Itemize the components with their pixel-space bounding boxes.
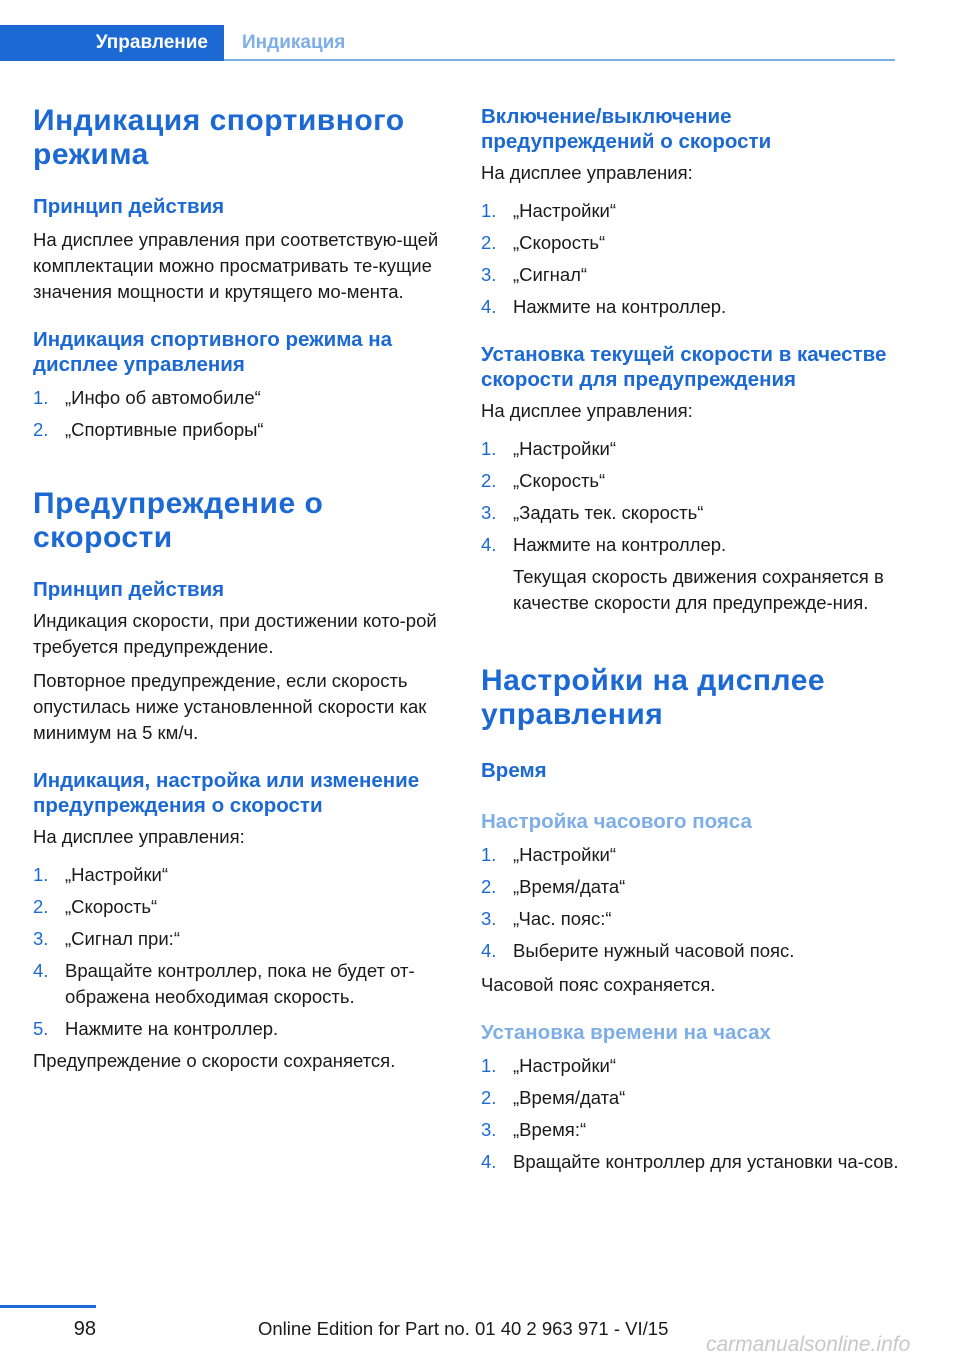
heading-time: Время xyxy=(481,759,547,782)
paragraph-principle-b: Повторное предупреждение, если скорость опустилась ниже установленной скорости как минимум на 5 км/ч. xyxy=(33,670,427,743)
paragraph-principle: На дисплее управления при соответствую‐щей комплектации можно просматривать те‐кущие значения мощности и крутящего мо‐мента. xyxy=(33,229,439,302)
list-item: 1. „Настройки“ xyxy=(481,1055,617,1076)
list-item: 1. „Инфо об автомобиле“ xyxy=(33,387,261,408)
heading-speed-warning: Предупреждение о скорости xyxy=(33,487,324,554)
heading-principle: Принцип действия xyxy=(33,195,225,218)
list-item: 3. „Время:“ xyxy=(481,1119,587,1140)
list-item: 2. „Время/дата“ xyxy=(481,1087,626,1108)
list-item: 2. „Скорость“ xyxy=(33,896,158,917)
heading-warning-onoff: Включение/выключение предупреждений о скорости xyxy=(481,105,772,153)
header-tabs xyxy=(0,25,895,61)
watermark[interactable]: carmanualsonline.info xyxy=(706,1333,911,1356)
heading-timezone: Настройка часового пояса xyxy=(481,810,752,833)
paragraph-current-note: Текущая скорость движения сохраняется в качестве скорости для предупрежде‐ния. xyxy=(513,566,884,613)
heading-sport-mode: Индикация спортивного режима xyxy=(33,104,405,171)
header-rule xyxy=(224,59,895,61)
list-item: 2. „Спортивные приборы“ xyxy=(33,419,264,440)
list-item: 3. „Сигнал при:“ xyxy=(33,928,180,949)
list-item: 3. „Час. пояс:“ xyxy=(481,908,612,929)
list-timezone xyxy=(481,842,901,964)
list-clock xyxy=(481,1053,901,1175)
list-item: 1. „Настройки“ xyxy=(481,844,617,865)
paragraph-on-display: На дисплее управления: xyxy=(481,400,693,421)
page-number: 98 xyxy=(73,1318,96,1340)
list-item: 2. „Скорость“ xyxy=(481,232,606,253)
heading-speed-setting: Индикация, настройка или изменение предупреждения о скорости xyxy=(33,769,420,817)
heading-principle: Принцип действия xyxy=(33,578,225,601)
heading-sport-display: Индикация спортивного режима на дисплее управления xyxy=(33,328,393,376)
list-item: 2. „Скорость“ xyxy=(481,470,606,491)
list-sport-display xyxy=(33,385,448,443)
edition-text: Online Edition for Part no. 01 40 2 963 971 - VI/15 xyxy=(258,1318,669,1339)
list-warning-onoff xyxy=(481,198,901,320)
paragraph-timezone-saved: Часовой пояс сохраняется. xyxy=(481,974,716,995)
list-item: 4. Выберите нужный часовой пояс. xyxy=(481,940,795,961)
tab-indikaciya[interactable]: Индикация xyxy=(242,32,346,53)
heading-current-speed: Установка текущей скорости в качестве скорости для предупреждения xyxy=(481,343,887,391)
paragraph-on-display: На дисплее управления: xyxy=(481,162,693,183)
list-current-speed xyxy=(481,436,901,558)
list-item: 4. Вращайте контроллер для установки ча‐сов. xyxy=(481,1151,899,1172)
footer-rule xyxy=(0,1305,96,1308)
list-item: 3. „Задать тек. скорость“ xyxy=(481,502,704,523)
list-item: 4. Вращайте контроллер, пока не будет от‐ображена необходимая скорость. xyxy=(33,960,415,1007)
list-item: 1. „Настройки“ xyxy=(481,438,617,459)
paragraph-principle-a: Индикация скорости, при достижении кото‐рой требуется предупреждение. xyxy=(33,610,437,657)
list-item: 4. Нажмите на контроллер. xyxy=(481,296,727,317)
list-item: 3. „Сигнал“ xyxy=(481,264,588,285)
list-speed-setting xyxy=(33,862,448,1042)
heading-clock: Установка времени на часах xyxy=(481,1021,771,1044)
list-item: 2. „Время/дата“ xyxy=(481,876,626,897)
tab-upravlenie[interactable]: Управление xyxy=(0,25,224,61)
right-column xyxy=(481,100,901,1175)
list-item: 1. „Настройки“ xyxy=(481,200,617,221)
heading-settings-display: Настройки на дисплее управления xyxy=(481,664,826,731)
list-item: 4. Нажмите на контроллер. xyxy=(481,534,727,555)
list-item: 5. Нажмите на контроллер. xyxy=(33,1018,279,1039)
paragraph-saved: Предупреждение о скорости сохраняется. xyxy=(33,1050,396,1071)
list-item: 1. „Настройки“ xyxy=(33,864,169,885)
paragraph-on-display: На дисплее управления: xyxy=(33,826,245,847)
left-column xyxy=(33,100,448,1074)
